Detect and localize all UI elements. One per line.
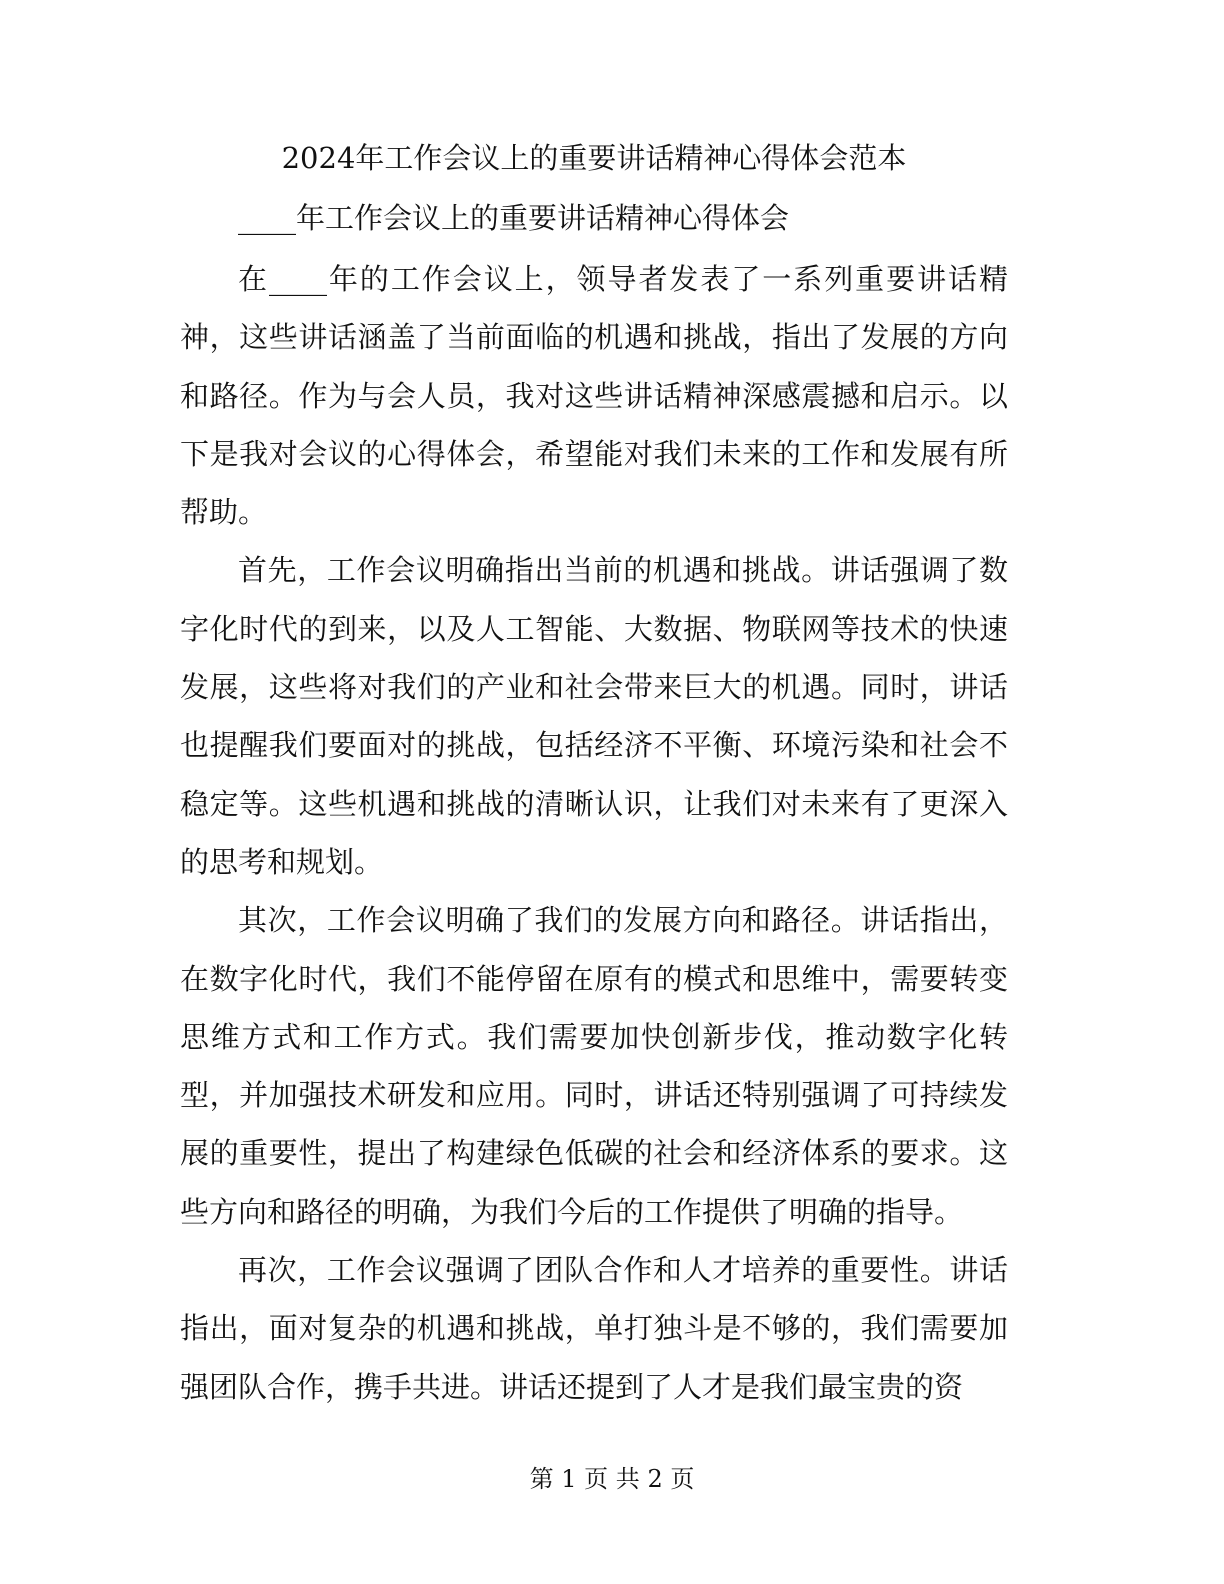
paragraph-2: 首先，工作会议明确指出当前的机遇和挑战。讲话强调了数字化时代的到来，以及人工智能、大数据、物联网等技术的快速发展，这些将对我们的产业和社会带来巨大的机遇。同时，讲话也提醒我们要面对的挑战，包括经济不平衡、环境污染和社会不稳定等。这些机遇和挑战的清晰认识，让我们对未来有了更深入的思考和规划。	[180, 553, 1008, 879]
paragraph-3: 其次，工作会议明确了我们的发展方向和路径。讲话指出，在数字化时代，我们不能停留在原有的模式和思维中，需要转变思维方式和工作方式。我们需要加快创新步伐，推动数字化转型，并加强技术研发和应用。同时，讲话还特别强调了可持续发展的重要性，提出了构建绿色低碳的社会和经济体系的要求。这些方向和路径的明确，为我们今后的工作提供了明确的指导。	[180, 903, 1008, 1229]
document-body	[180, 250, 1008, 1416]
page-footer: 第 1 页 共 2 页	[529, 1465, 695, 1493]
paragraph-4: 再次，工作会议强调了团队合作和人才培养的重要性。讲话指出，面对复杂的机遇和挑战，单打独斗是不够的，我们需要加强团队合作，携手共进。讲话还提到了人才是我们最宝贵的资	[180, 1253, 1008, 1404]
paragraph-1: 在____年的工作会议上，领导者发表了一系列重要讲话精神，这些讲话涵盖了当前面临的机遇和挑战，指出了发展的方向和路径。作为与会人员，我对这些讲话精神深感震撼和启示。以下是我对会议的心得体会，希望能对我们未来的工作和发展有所帮助。	[180, 262, 1008, 530]
document-subtitle: ____年工作会议上的重要讲话精神心得体会	[238, 201, 790, 235]
document-title: 2024年工作会议上的重要讲话精神心得体会范本	[281, 141, 907, 175]
